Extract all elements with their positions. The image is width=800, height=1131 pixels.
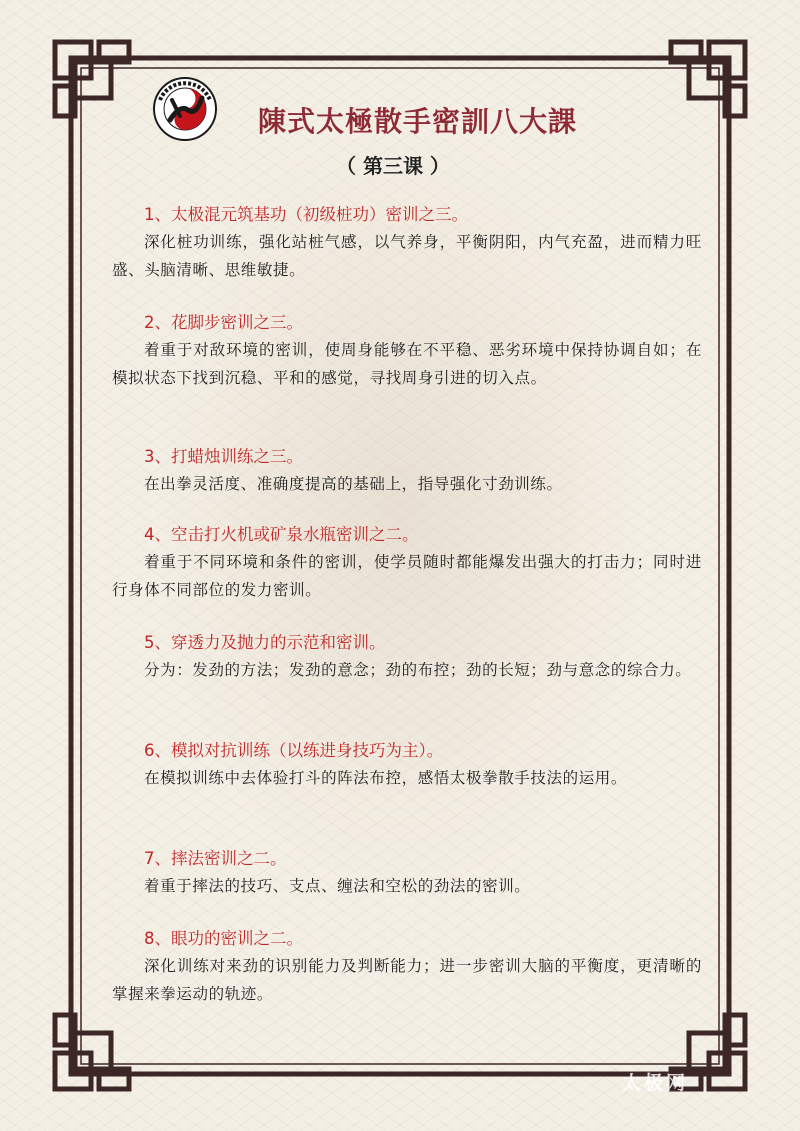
lesson-description: 深化桩功训练，强化站桩气感，以气养身，平衡阴阳，内气充盈，进而精力旺盛、头脑清晰、思维敏捷。 (112, 233, 702, 279)
lesson-title: 4、空击打火机或矿泉水瓶密训之二。 (144, 525, 419, 544)
lesson-title: 5、穿透力及抛力的示范和密训。 (144, 633, 386, 652)
lesson-title: 6、模拟对抗训练（以练进身技巧为主）。 (144, 741, 444, 760)
lesson-description: 着重于不同环境和条件的密训，使学员随时都能爆发出强大的打击力；同时进行身体不同部位的发力密训。 (112, 553, 702, 599)
site-watermark: 太极网 (622, 1072, 689, 1094)
lesson-title: 7、摔法密训之二。 (144, 849, 287, 868)
lesson-item (112, 310, 702, 392)
lesson-item (112, 630, 702, 684)
lesson-description: 深化训练对来劲的识别能力及判断能力；进一步密训大脑的平衡度，更清晰的掌握来拳运动的轨迹。 (112, 957, 702, 1003)
lesson-title: 8、眼功的密训之二。 (144, 929, 303, 948)
lesson-item (112, 444, 702, 498)
corner-knot-top-left (55, 42, 129, 116)
corner-knot-top-right (671, 42, 745, 116)
lesson-description: 着重于摔法的技巧、支点、缠法和空松的劲法的密训。 (144, 877, 531, 895)
lesson-item (112, 522, 702, 604)
page-title: 陳式太極散手密訓八大課 (258, 105, 578, 138)
lesson-item (112, 846, 702, 900)
lesson-item (112, 202, 702, 284)
logo-seal (152, 76, 218, 142)
lesson-title: 3、打蜡烛训练之三。 (144, 447, 303, 466)
lesson-description: 在出拳灵活度、准确度提高的基础上，指导强化寸劲训练。 (144, 475, 563, 493)
lesson-item (112, 926, 702, 1008)
lesson-number-subtitle: （ 第三课 ） (336, 154, 450, 178)
lesson-title: 1、太极混元筑基功（初级桩功）密训之三。 (144, 205, 468, 224)
corner-knot-bottom-left (55, 1015, 129, 1089)
lesson-title: 2、花脚步密训之三。 (144, 313, 303, 332)
lesson-description: 分为：发劲的方法；发劲的意念；劲的布控；劲的长短；劲与意念的综合力。 (144, 661, 692, 679)
lesson-description: 在模拟训练中去体验打斗的阵法布控，感悟太极拳散手技法的运用。 (144, 769, 628, 787)
lesson-item (112, 738, 702, 792)
lesson-description: 着重于对敌环境的密训，使周身能够在不平稳、恶劣环境中保持协调自如；在模拟状态下找到沉稳、平和的感觉，寻找周身引进的切入点。 (112, 341, 702, 387)
